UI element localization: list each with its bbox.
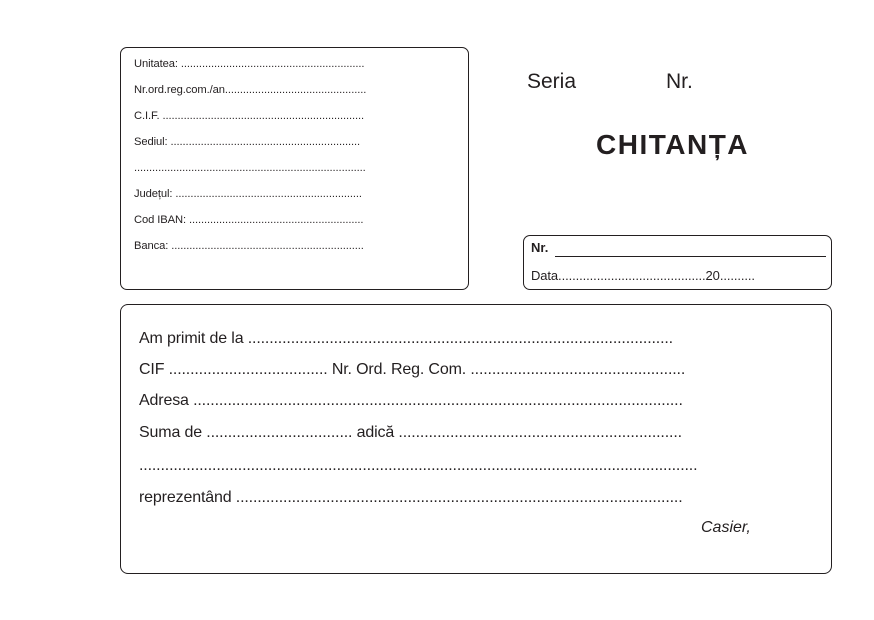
nr-data-box [523,235,832,290]
suma-continuation-field: .................................................................................................................................. [139,457,698,474]
company-info-box [120,47,469,290]
banca-field: Banca: ................................................................ [134,240,364,252]
casier-label: Casier, [701,519,751,536]
data-field: Data..........................................20.......... [531,268,755,283]
receipt-nr-label: Nr. [531,240,549,255]
nr-ord-reg-com-field: Nr.ord.reg.com./an............................................... [134,84,367,96]
seria-label: Seria [527,70,577,93]
adresa-field: Adresa .................................................................................................................. [139,392,683,409]
cif-reg-com-field: CIF ..................................... Nr. Ord. Reg. Com. .................................................. [139,361,686,378]
receipt-body-box [120,304,832,574]
unitatea-field: Unitatea: ............................................................. [134,58,365,70]
cod-iban-field: Cod IBAN: .......................................................... [134,214,364,226]
cif-field: C.I.F. ................................................................... [134,110,365,122]
sediul-continuation-field: ............................................................................. [134,162,366,174]
judetul-field: Județul: .............................................................. [134,188,362,200]
am-primit-de-la-field: Am primit de la ................................................................................................... [139,330,673,347]
receipt-nr-underline [555,256,826,257]
nr-label: Nr. [666,70,693,93]
reprezentand-field: reprezentând ........................................................................................................ [139,489,683,506]
document-title: CHITANȚA [596,129,750,160]
suma-adica-field: Suma de .................................. adică .................................................................. [139,424,682,441]
sediul-field: Sediul: ............................................................... [134,136,361,148]
